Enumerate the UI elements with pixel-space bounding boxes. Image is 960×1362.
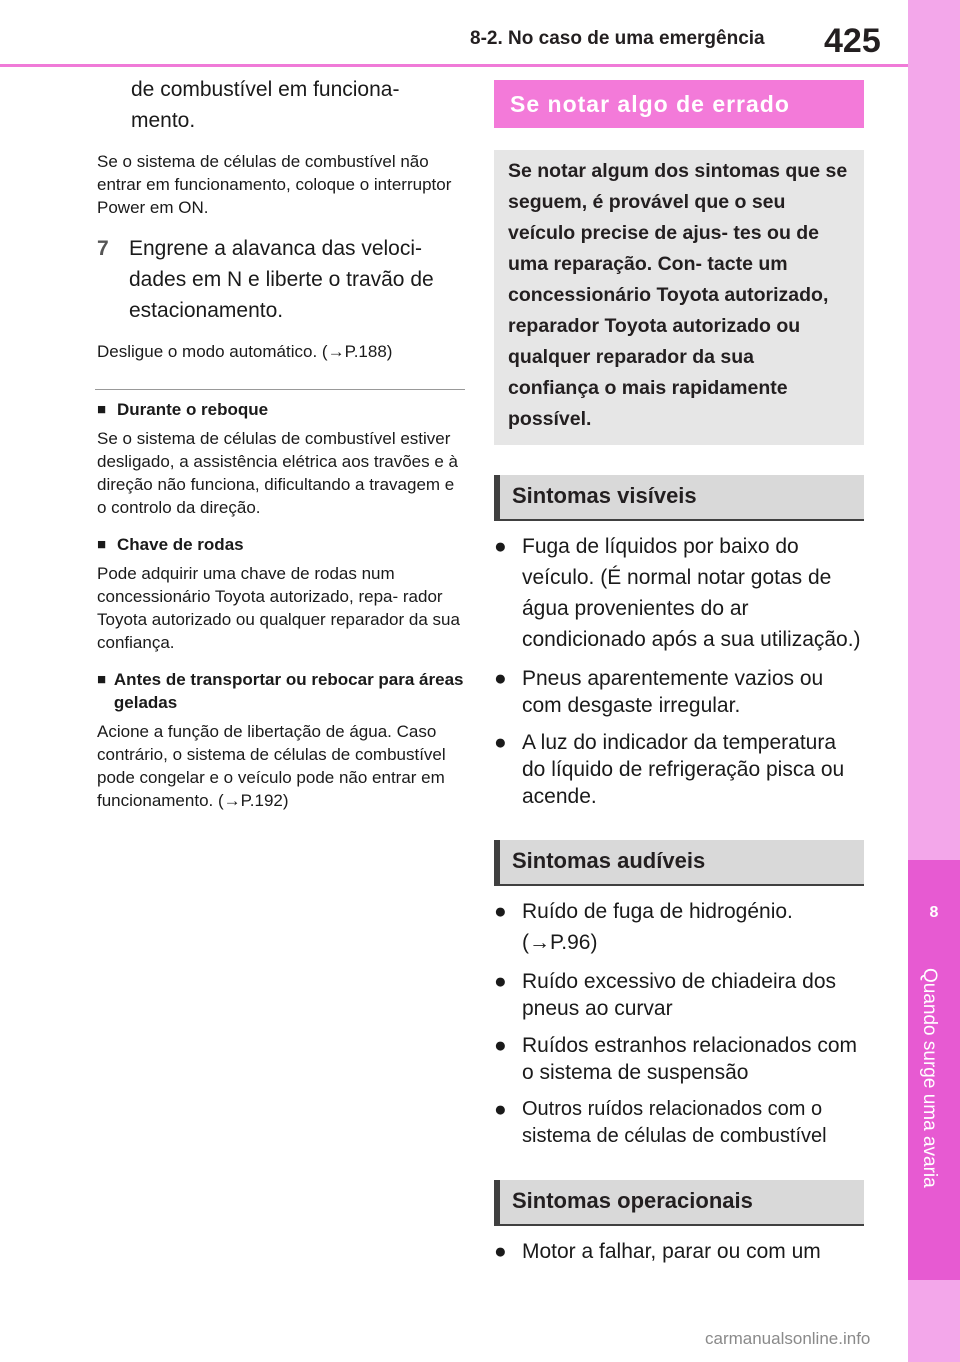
intro-box: Se notar algum dos sintomas que se seguem, é provável que o seu veículo precise de ajus- tes ou de uma reparação. Con- tacte um concessionário Toyota autorizado, reparador Toyota autorizado ou qualquer reparador da sua confiança o mais rapidamente possível. — [494, 150, 864, 445]
page-number: 425 — [824, 22, 881, 60]
square-bullet-icon: ■ — [97, 671, 107, 688]
bullet-icon: ● — [494, 731, 507, 754]
list-item — [494, 531, 864, 655]
bullet-icon: ● — [494, 535, 507, 558]
operational-symptoms-list — [494, 1236, 864, 1267]
note-body: Acione a função de libertação de água. Caso contrário, o sistema de células de combustível pode congelar e o veículo pode não entrar em funcionamento. (→P.192) — [97, 722, 446, 810]
note-title-text: Chave de rodas — [117, 535, 244, 554]
list-item-text: A luz do indicador da temperatura do líquido de refrigeração pisca ou acende. — [522, 731, 845, 808]
list-item — [494, 896, 864, 958]
audible-symptoms-list — [494, 896, 864, 1150]
list-item — [494, 665, 864, 719]
list-item-text: Fuga de líquidos por baixo do veículo. (É normal notar gotas de água provenientes do ar condicionado após a sua utilização.) — [522, 535, 861, 651]
chapter-label: Quando surge uma avaria — [919, 968, 940, 1188]
bullet-icon: ● — [494, 900, 507, 923]
note-title — [97, 533, 467, 556]
note-title — [97, 398, 467, 421]
operational-symptoms-heading: Sintomas operacionais — [494, 1180, 864, 1226]
list-item — [494, 1236, 864, 1267]
note-paragraph: Se o sistema de células de combustível não entrar em funcionamento, coloque o interruptor Power em ON. — [97, 152, 452, 217]
note-section — [97, 533, 467, 654]
list-item-text: Pneus aparentemente vazios ou com desgaste irregular. — [522, 667, 824, 717]
step-number: 7 — [97, 237, 109, 260]
list-item-text: Motor a falhar, parar ou com um — [522, 1240, 821, 1263]
left-column — [97, 74, 467, 812]
square-bullet-icon: ■ — [97, 536, 107, 553]
audible-symptoms-heading: Sintomas audíveis — [494, 840, 864, 886]
visible-symptoms-list — [494, 531, 864, 810]
note-body: Pode adquirir uma chave de rodas num concessionário Toyota autorizado, repa- rador Toyota autorizado ou qualquer reparador da sua confiança. — [97, 564, 460, 652]
bullet-icon: ● — [494, 970, 507, 993]
bullet-icon: ● — [494, 1098, 507, 1121]
chapter-tab[interactable] — [908, 860, 960, 1280]
visible-symptoms-heading: Sintomas visíveis — [494, 475, 864, 521]
list-item — [494, 1032, 864, 1086]
bullet-icon: ● — [494, 1240, 507, 1263]
square-bullet-icon: ■ — [97, 401, 107, 418]
section-divider — [95, 389, 465, 390]
step-7 — [97, 233, 467, 326]
list-item-text: Ruídos estranhos relacionados com o sistema de suspensão — [522, 1034, 858, 1084]
section-banner: Se notar algo de errado — [494, 80, 864, 128]
list-item — [494, 729, 864, 810]
list-item-text: Outros ruídos relacionados com o sistema de células de combustível — [522, 1098, 827, 1147]
header-rule — [0, 64, 908, 67]
note-paragraph: Desligue o modo automático. (→P.188) — [97, 342, 393, 361]
note-title-text: Antes de transportar ou rebocar para áreas geladas — [113, 670, 464, 712]
note-title — [97, 668, 467, 714]
continued-step-text: de combustível em funciona- mento. — [131, 78, 400, 132]
list-item — [494, 968, 864, 1022]
chapter-number: 8 — [929, 904, 939, 921]
list-item-text: Ruído excessivo de chiadeira dos pneus ao curvar — [522, 970, 837, 1020]
right-column — [494, 80, 864, 1267]
bullet-icon: ● — [494, 1034, 507, 1057]
note-title-text: Durante o reboque — [117, 400, 269, 419]
section-title: 8-2. No caso de uma emergência — [470, 28, 765, 49]
watermark: carmanualsonline.info — [705, 1329, 871, 1348]
step-text: Engrene a alavanca das veloci- dades em N e liberte o travão de estacionamento. — [129, 237, 434, 322]
list-item — [494, 1096, 864, 1150]
list-item-text: Ruído de fuga de hidrogénio. (→P.96) — [522, 900, 793, 954]
note-body: Se o sistema de células de combustível estiver desligado, a assistência elétrica aos travões e à direção não funciona, dificultando a travagem e o controlo da direção. — [97, 429, 458, 517]
bullet-icon: ● — [494, 667, 507, 690]
note-section — [97, 398, 467, 519]
note-section — [97, 668, 467, 812]
